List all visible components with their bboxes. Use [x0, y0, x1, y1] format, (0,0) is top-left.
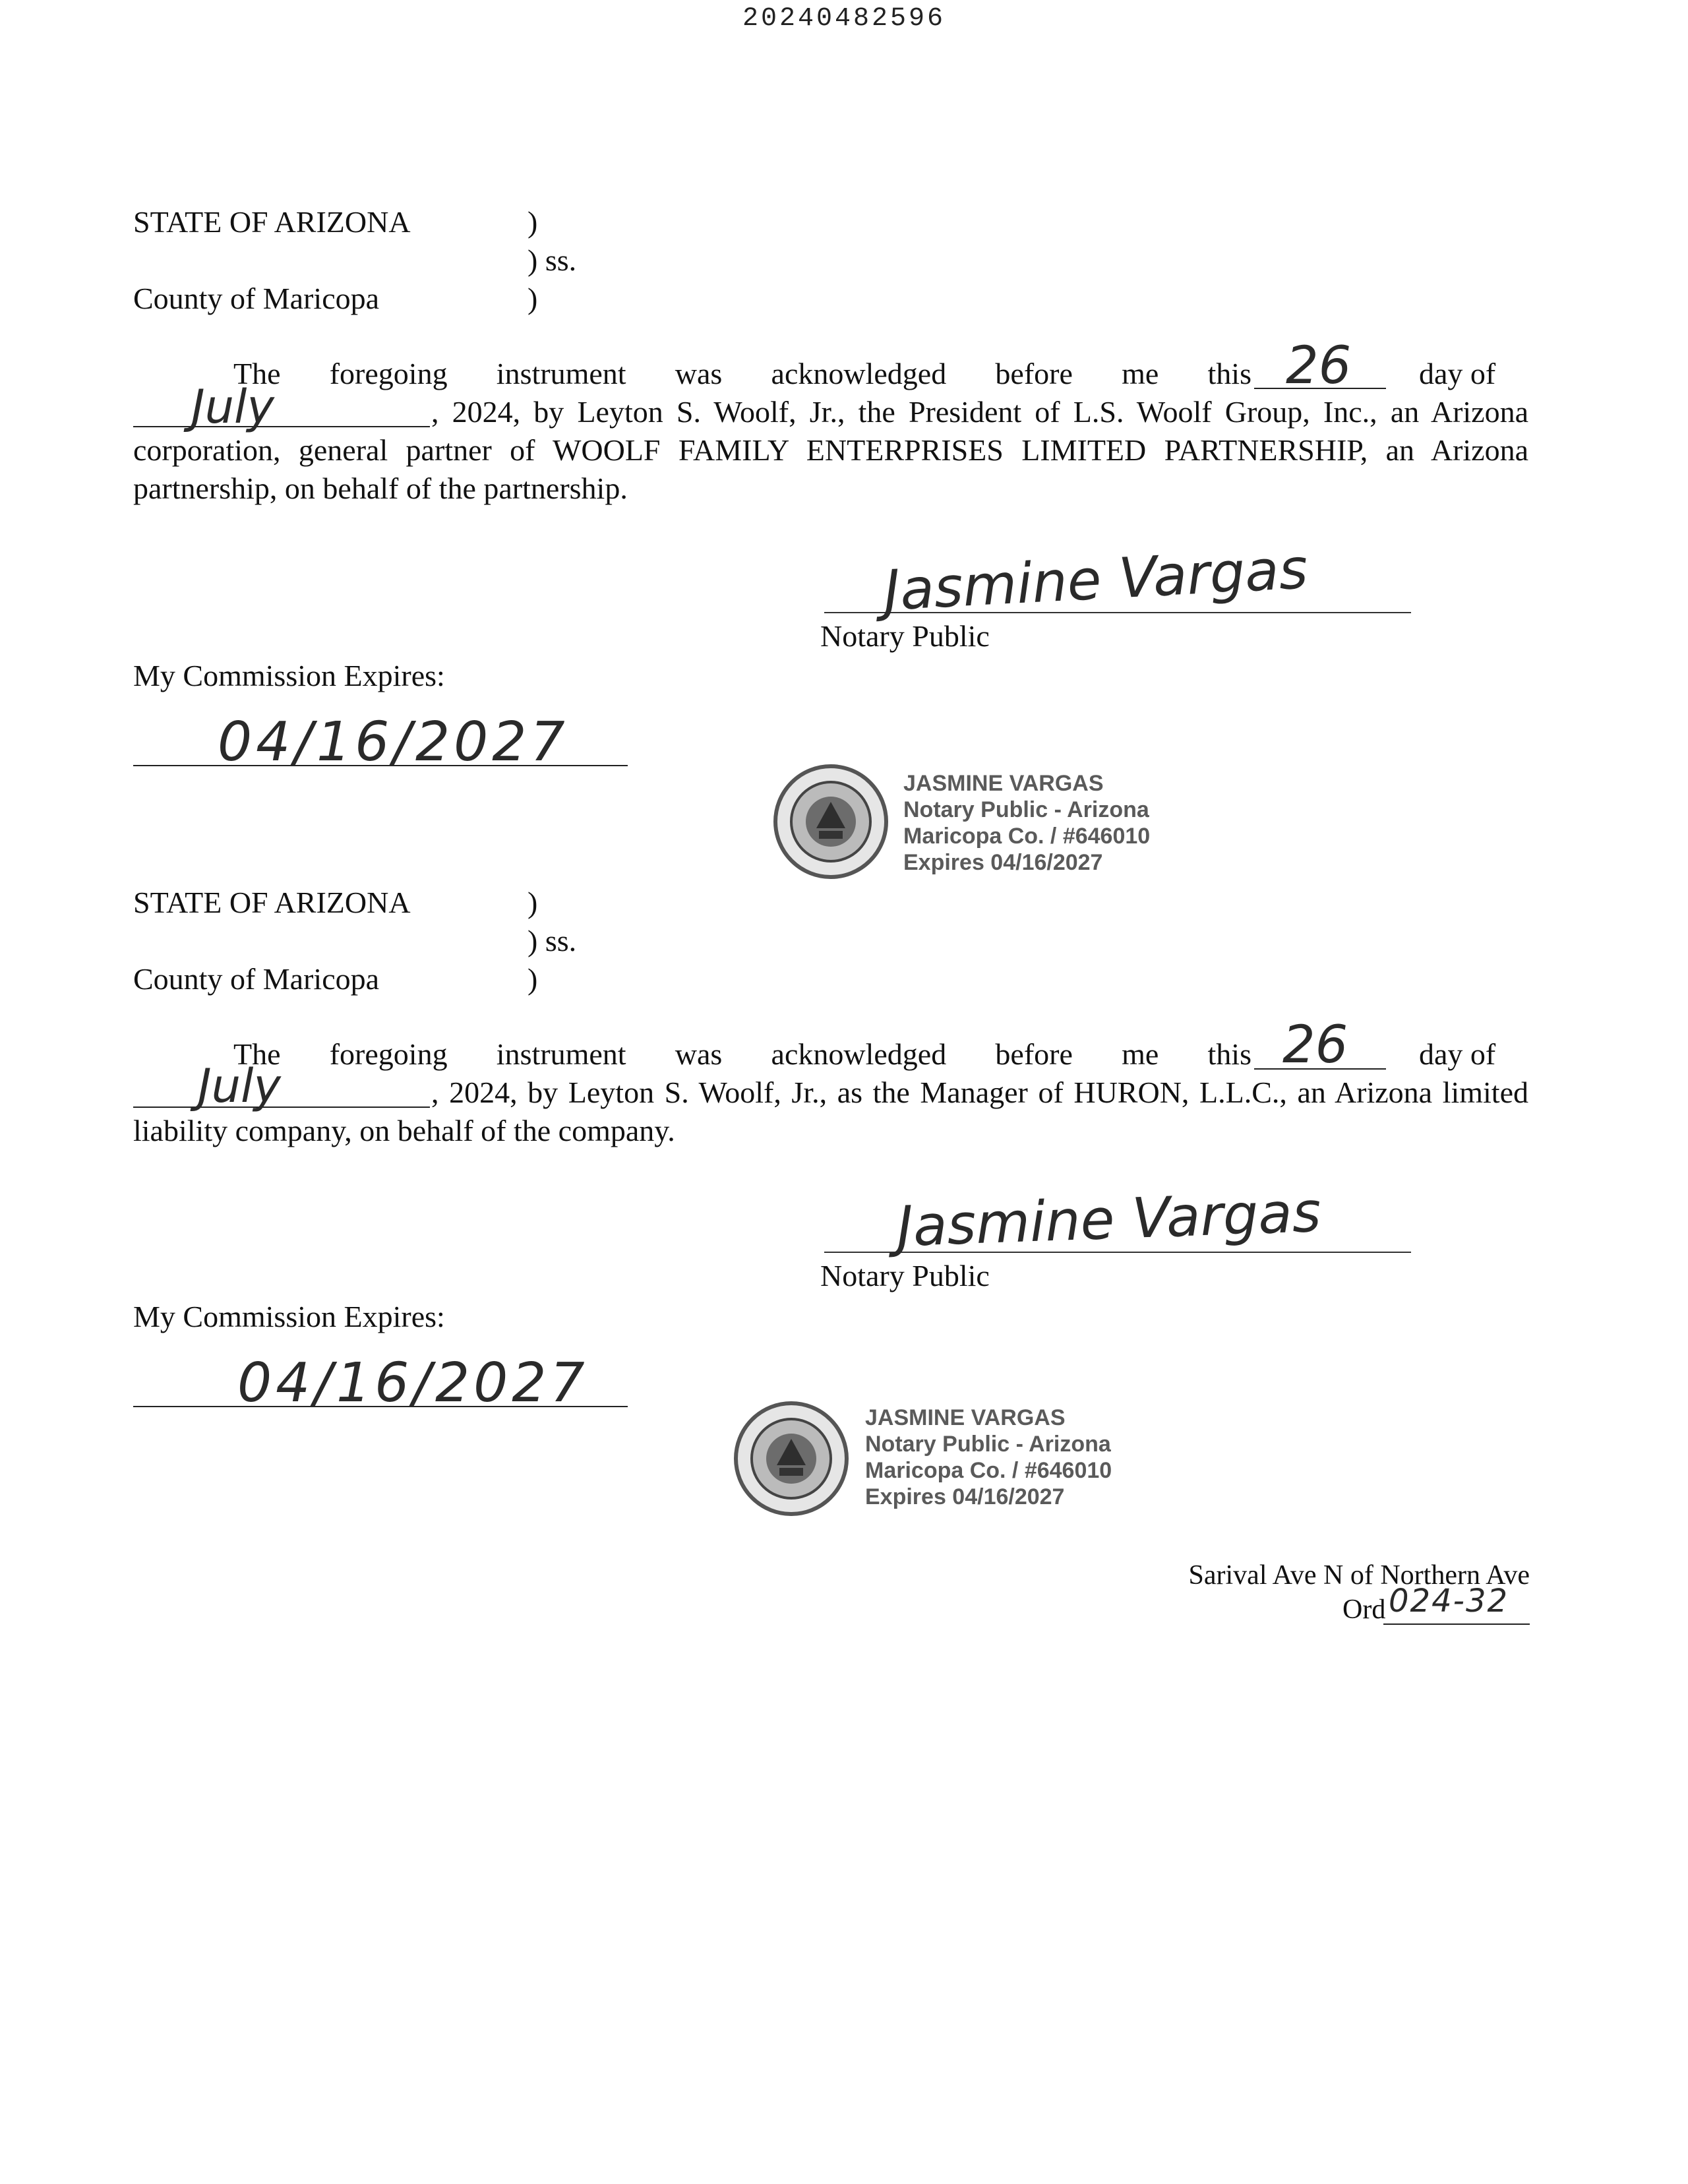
month-handwritten: July — [191, 380, 274, 434]
day-of-label: day of — [1419, 357, 1496, 390]
county-label: County of Maricopa — [133, 282, 380, 315]
month-handwritten: July — [198, 1059, 281, 1113]
seal-name: JASMINE VARGAS — [865, 1405, 1066, 1430]
day-handwritten: 26 — [1286, 336, 1352, 396]
commission-date: 04/16/2027 — [218, 711, 569, 774]
seal-name: JASMINE VARGAS — [903, 771, 1104, 796]
state-label: STATE OF ARIZONA — [133, 886, 411, 919]
seal-expires: Expires 04/16/2027 — [865, 1484, 1065, 1509]
county-label: County of Maricopa — [133, 962, 380, 996]
footer-ord-label: Ord — [1342, 1594, 1386, 1625]
venue-paren: ) — [528, 205, 538, 239]
seal-title: Notary Public - Arizona — [903, 797, 1149, 822]
commission-label: My Commission Expires: — [133, 659, 445, 692]
footer-location: Sarival Ave N of Northern Ave — [1188, 1560, 1530, 1591]
ack-intro: The foregoing instrument was acknowledged before me this — [233, 1037, 1251, 1071]
ack-body: , 2024, by Leyton S. Woolf, Jr., the President of L.S. Woolf Group, Inc., an Arizona corporation, general partner of WOOLF FAMILY ENTERPRISES LIMITED PARTNERSHIP, an Arizona partnership, on behalf of the partnership. — [133, 395, 1528, 505]
notary-signature: Jasmine Vargas — [882, 536, 1310, 623]
seal-county: Maricopa Co. / #646010 — [903, 824, 1151, 849]
commission-label: My Commission Expires: — [133, 1300, 445, 1333]
seal-county: Maricopa Co. / #646010 — [865, 1458, 1112, 1483]
ack-body: , 2024, by Leyton S. Woolf, Jr., as the Manager of HURON, L.L.C., an Arizona limited liability company, on behalf of the company. — [133, 1076, 1528, 1147]
venue-ss: ) ss. — [528, 243, 577, 277]
notary-public-label: Notary Public — [820, 619, 990, 653]
ord-line — [1383, 1623, 1530, 1625]
state-label: STATE OF ARIZONA — [133, 205, 411, 239]
notary-signature: Jasmine Vargas — [895, 1179, 1322, 1259]
venue-ss: ) ss. — [528, 924, 577, 957]
footer-ord-value: 024-32 — [1389, 1583, 1509, 1620]
seal-expires: Expires 04/16/2027 — [903, 850, 1103, 875]
day-of-label: day of — [1419, 1037, 1496, 1071]
notary-seal-emblem — [733, 1401, 849, 1517]
document-number: 20240482596 — [742, 4, 946, 34]
day-handwritten: 26 — [1282, 1016, 1348, 1075]
venue-paren: ) — [528, 282, 538, 315]
seal-title: Notary Public - Arizona — [865, 1432, 1111, 1457]
ack-intro: The foregoing instrument was acknowledged before me this — [233, 357, 1251, 390]
venue-paren: ) — [528, 886, 538, 919]
notary-seal-emblem — [773, 764, 889, 880]
notary-public-label: Notary Public — [820, 1259, 990, 1292]
venue-paren: ) — [528, 962, 538, 996]
commission-date: 04/16/2027 — [237, 1352, 589, 1414]
